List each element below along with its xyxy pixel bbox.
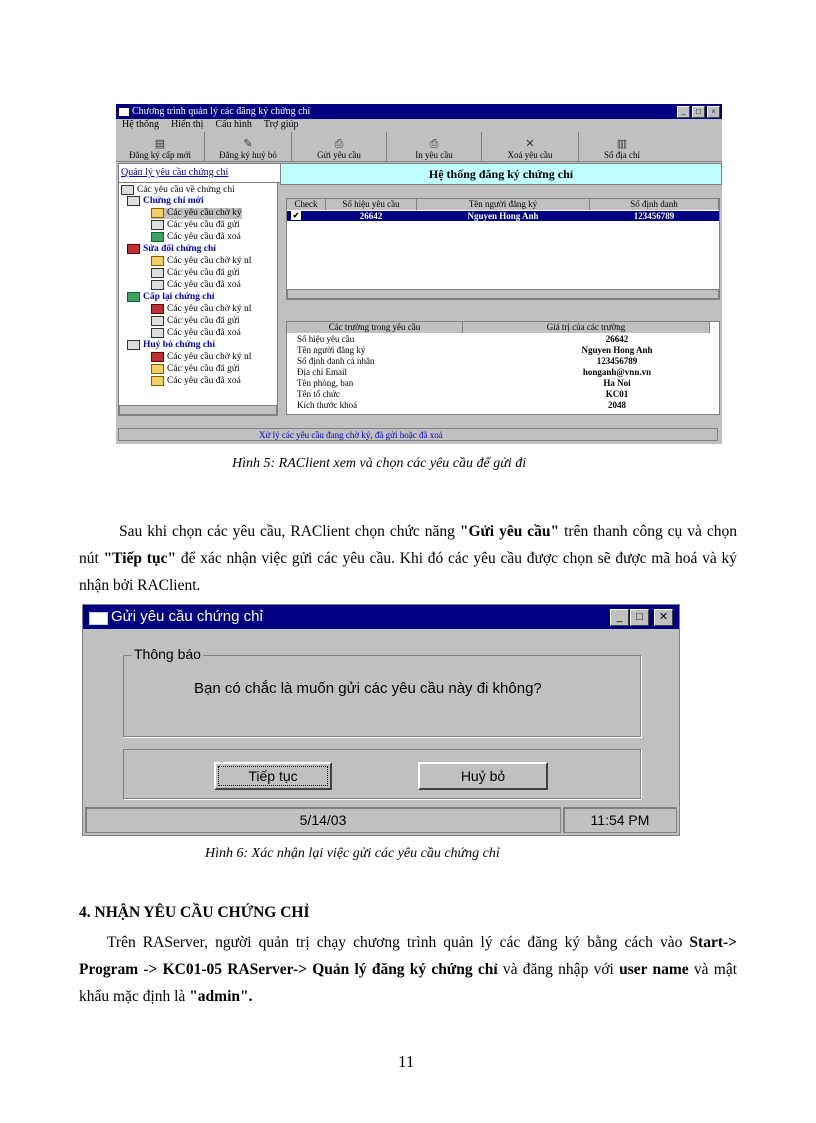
status-date: 5/14/03 xyxy=(85,807,561,833)
left-panel-header[interactable]: Quản lý yêu cầu chứng chỉ xyxy=(118,163,282,183)
paragraph-bold: "Tiếp tục" xyxy=(103,550,177,567)
col-request-id[interactable]: Số hiệu yêu cầu xyxy=(326,199,417,210)
tree-group-new[interactable] xyxy=(127,196,204,207)
tree-label: Các yêu cầu chờ ký nl xyxy=(167,352,252,363)
toolbar-label: Xoá yêu cầu xyxy=(507,150,553,160)
window-title: Chương trình quản lý các đăng ký chứng chỉ xyxy=(132,106,311,117)
envelope-icon xyxy=(121,185,134,195)
tree-item[interactable] xyxy=(151,364,240,375)
fields-grid xyxy=(286,321,720,415)
reissue-icon xyxy=(127,292,140,302)
paragraph-text: và đăng nhập với xyxy=(497,961,620,978)
list-item xyxy=(287,356,719,367)
col-check[interactable]: Check xyxy=(287,199,326,210)
paragraph-text: trên thanh công cụ và chọn nút xyxy=(79,523,738,567)
list-item xyxy=(287,400,719,411)
toolbar-label: Đăng ký cấp mới xyxy=(129,150,191,160)
paragraph-bold: Start-> Program -> KC01-05 RAServer-> Quản lý đăng ký chứng chỉ xyxy=(79,934,737,978)
figure-caption-2: Hình 6: Xác nhận lại việc gửi các yêu cầu chứng chỉ xyxy=(205,846,500,861)
modify-icon xyxy=(127,244,140,254)
dialog-title: Gửi yêu cầu chứng chỉ xyxy=(111,608,263,625)
row-checkbox[interactable]: ✔ xyxy=(292,211,300,220)
tree-item[interactable] xyxy=(151,304,251,315)
field-name: Tên phòng, ban xyxy=(297,378,354,388)
menu-he-thong[interactable]: Hệ thống xyxy=(122,119,159,130)
address-book-button[interactable] xyxy=(579,132,665,161)
paragraph-bold: "admin". xyxy=(189,988,253,1005)
pending-icon xyxy=(151,304,164,314)
form-icon xyxy=(127,196,140,206)
button-group xyxy=(123,749,641,799)
field-value: 2048 xyxy=(608,400,626,410)
tree-label: Sửa đổi chứng chỉ xyxy=(143,244,216,255)
toolbar-label: Gửi yêu cầu xyxy=(317,150,361,160)
request-grid xyxy=(286,198,720,300)
field-name: Số hiệu yêu cầu xyxy=(297,334,355,344)
close-button[interactable]: ✕ xyxy=(654,609,673,626)
figure-send-dialog xyxy=(82,604,680,836)
close-button[interactable]: × xyxy=(707,106,720,118)
status-bar: Xử lý các yêu cầu đang chờ ký, đã gửi hoặc đã xoá xyxy=(118,428,718,441)
tree-label: Cấp lại chứng chỉ xyxy=(143,292,215,303)
field-value: Ha Noi xyxy=(603,378,631,388)
print-request-button[interactable] xyxy=(387,132,482,161)
cancel-button[interactable]: Huỷ bỏ xyxy=(418,762,548,790)
col-requester-name[interactable]: Tên người đăng ký xyxy=(417,199,590,210)
list-item xyxy=(287,334,719,345)
tree-label: Các yêu cầu chờ ký nl xyxy=(167,256,252,267)
paragraph-text: Sau khi chọn các yêu cầu, RAClient chọn chức năng xyxy=(119,523,460,540)
menu-cau-hinh[interactable]: Cấu hình xyxy=(215,119,252,130)
trash-icon xyxy=(151,232,164,242)
toolbar-label: Sổ địa chỉ xyxy=(604,150,640,160)
paragraph-text: để xác nhận việc gửi các yêu cầu. Khi đó các yêu cầu được chọn sẽ được mã hoá và ký nhận bởi RAClient. xyxy=(79,550,737,594)
maximize-button[interactable]: □ xyxy=(692,106,705,118)
list-item xyxy=(287,378,719,389)
dialog-titlebar xyxy=(83,605,679,629)
printer-icon: ⎙ xyxy=(429,138,439,150)
tree-item[interactable] xyxy=(151,256,251,267)
menu-hien-thi[interactable]: Hiển thị xyxy=(170,119,204,130)
tree-label: Các yêu cầu đã gửi xyxy=(167,220,240,231)
trash-icon xyxy=(151,280,164,290)
tree-item[interactable] xyxy=(151,232,241,243)
field-name: Kích thước khoá xyxy=(297,400,358,410)
tree-root[interactable] xyxy=(121,185,235,196)
menubar xyxy=(116,119,722,132)
tree-label: Các yêu cầu đã xoá xyxy=(167,232,241,243)
delete-icon: ✕ xyxy=(525,138,535,150)
minimize-button[interactable]: _ xyxy=(610,609,629,626)
col-field-value[interactable]: Giá trị của các trường xyxy=(463,322,710,333)
revoke-icon xyxy=(127,340,140,350)
continue-button[interactable]: Tiếp tục xyxy=(214,762,332,790)
trash-icon xyxy=(151,328,164,338)
paragraph-text: và mật khẩu mặc định là xyxy=(79,961,737,1005)
row-request-id: 26642 xyxy=(359,211,383,221)
tree-label: Các yêu cầu đã xoá xyxy=(167,280,241,291)
cancel-registration-button[interactable] xyxy=(205,132,292,161)
right-panel-header: Hệ thống đăng ký chứng chỉ xyxy=(280,163,722,185)
envelope-icon xyxy=(89,612,108,625)
figure-raclient-window xyxy=(116,104,722,444)
field-name: Địa chỉ Email xyxy=(297,367,347,377)
tree-label: Các yêu cầu đã xoá xyxy=(167,328,241,339)
toolbar-label: Đăng ký huỷ bỏ xyxy=(219,150,277,160)
tree-item[interactable] xyxy=(151,208,242,219)
tree-group-revoke[interactable] xyxy=(127,340,215,351)
row-requester-name: Nguyen Hong Anh xyxy=(467,211,539,221)
figure-caption-1: Hình 5: RAClient xem và chọn các yêu cầu để gửi đi xyxy=(232,456,527,471)
col-field-name[interactable]: Các trường trong yêu cầu xyxy=(287,322,463,333)
col-identity-number[interactable]: Số định danh xyxy=(590,199,719,210)
paragraph-text: Trên RAServer, người quản trị chạy chương trình quản lý các đăng ký bằng cách vào xyxy=(107,934,690,951)
window-titlebar xyxy=(116,104,722,119)
edit-icon: ✎ xyxy=(243,138,253,150)
tree-item[interactable] xyxy=(151,316,240,327)
minimize-button[interactable]: _ xyxy=(677,106,690,118)
tree-item[interactable] xyxy=(151,328,241,339)
list-item xyxy=(287,367,719,378)
tree-label: Các yêu cầu chờ ký xyxy=(167,208,242,219)
paragraph-bold: "Gửi yêu cầu" xyxy=(459,523,560,540)
form-icon: ▤ xyxy=(154,138,166,150)
list-item xyxy=(287,389,719,400)
tree-label: Các yêu cầu đã gửi xyxy=(167,268,240,279)
tree-item[interactable] xyxy=(151,220,240,231)
send-icon: ⎙ xyxy=(334,138,344,150)
delete-request-button[interactable] xyxy=(482,132,579,161)
tree-item[interactable] xyxy=(151,376,241,387)
status-time: 11:54 PM xyxy=(563,807,677,833)
tree-label: Các yêu cầu về chứng chỉ xyxy=(137,185,235,196)
request-tree xyxy=(118,182,278,416)
section-heading: 4. NHẬN YÊU CẦU CHỨNG CHỈ xyxy=(79,904,310,921)
list-item xyxy=(287,345,719,356)
sent-icon xyxy=(151,268,164,278)
tree-hscrollbar[interactable] xyxy=(119,405,277,415)
maximize-button[interactable]: □ xyxy=(630,609,649,626)
folder-icon xyxy=(151,364,164,374)
paragraph-bold: user name xyxy=(619,961,689,978)
field-name: Tên tổ chức xyxy=(297,389,340,399)
field-value: 26642 xyxy=(605,334,629,344)
folder-icon xyxy=(151,208,164,218)
field-value: honganh@vnn.vn xyxy=(582,367,652,377)
tree-item[interactable] xyxy=(151,280,241,291)
sent-icon xyxy=(151,220,164,230)
grid-hscrollbar[interactable] xyxy=(287,289,719,299)
tree-group-modify[interactable] xyxy=(127,244,216,255)
toolbar xyxy=(116,132,722,162)
tree-label: Chứng chỉ mới xyxy=(143,196,204,207)
notice-group xyxy=(123,646,641,737)
tree-item[interactable] xyxy=(151,268,240,279)
field-value: Nguyen Hong Anh xyxy=(581,345,653,355)
tree-label: Các yêu cầu đã xoá xyxy=(167,376,241,387)
field-value: KC01 xyxy=(605,389,629,399)
paragraph-2 xyxy=(79,929,737,1010)
sent-icon xyxy=(151,316,164,326)
field-value: 123456789 xyxy=(596,356,638,366)
field-name: Tên người đăng ký xyxy=(297,345,366,355)
tree-label: Các yêu cầu đã gửi xyxy=(167,364,240,375)
app-icon xyxy=(119,108,129,116)
folder-icon xyxy=(151,376,164,386)
confirm-message: Bạn có chắc là muốn gửi các yêu cầu này đi không? xyxy=(194,680,542,697)
new-registration-button[interactable] xyxy=(116,132,205,161)
tree-group-reissue[interactable] xyxy=(127,292,214,303)
menu-tro-giup[interactable]: Trợ giúp xyxy=(263,119,299,130)
table-row[interactable] xyxy=(287,211,719,221)
tree-label: Các yêu cầu đã gửi xyxy=(167,316,240,327)
address-book-icon: ▥ xyxy=(616,138,628,150)
send-request-button[interactable] xyxy=(292,132,387,161)
pending-icon xyxy=(151,352,164,362)
tree-label: Huỷ bỏ chứng chỉ xyxy=(143,340,215,351)
row-identity-number: 123456789 xyxy=(633,211,675,221)
folder-icon xyxy=(151,256,164,266)
paragraph-1 xyxy=(79,518,737,599)
notice-group-label: Thông báo xyxy=(134,646,201,662)
page-number: 11 xyxy=(398,1052,415,1071)
field-name: Số định danh cá nhân xyxy=(297,356,375,366)
toolbar-label: In yêu cầu xyxy=(415,150,453,160)
tree-item[interactable] xyxy=(151,352,251,363)
tree-label: Các yêu cầu chờ ký nl xyxy=(167,304,252,315)
